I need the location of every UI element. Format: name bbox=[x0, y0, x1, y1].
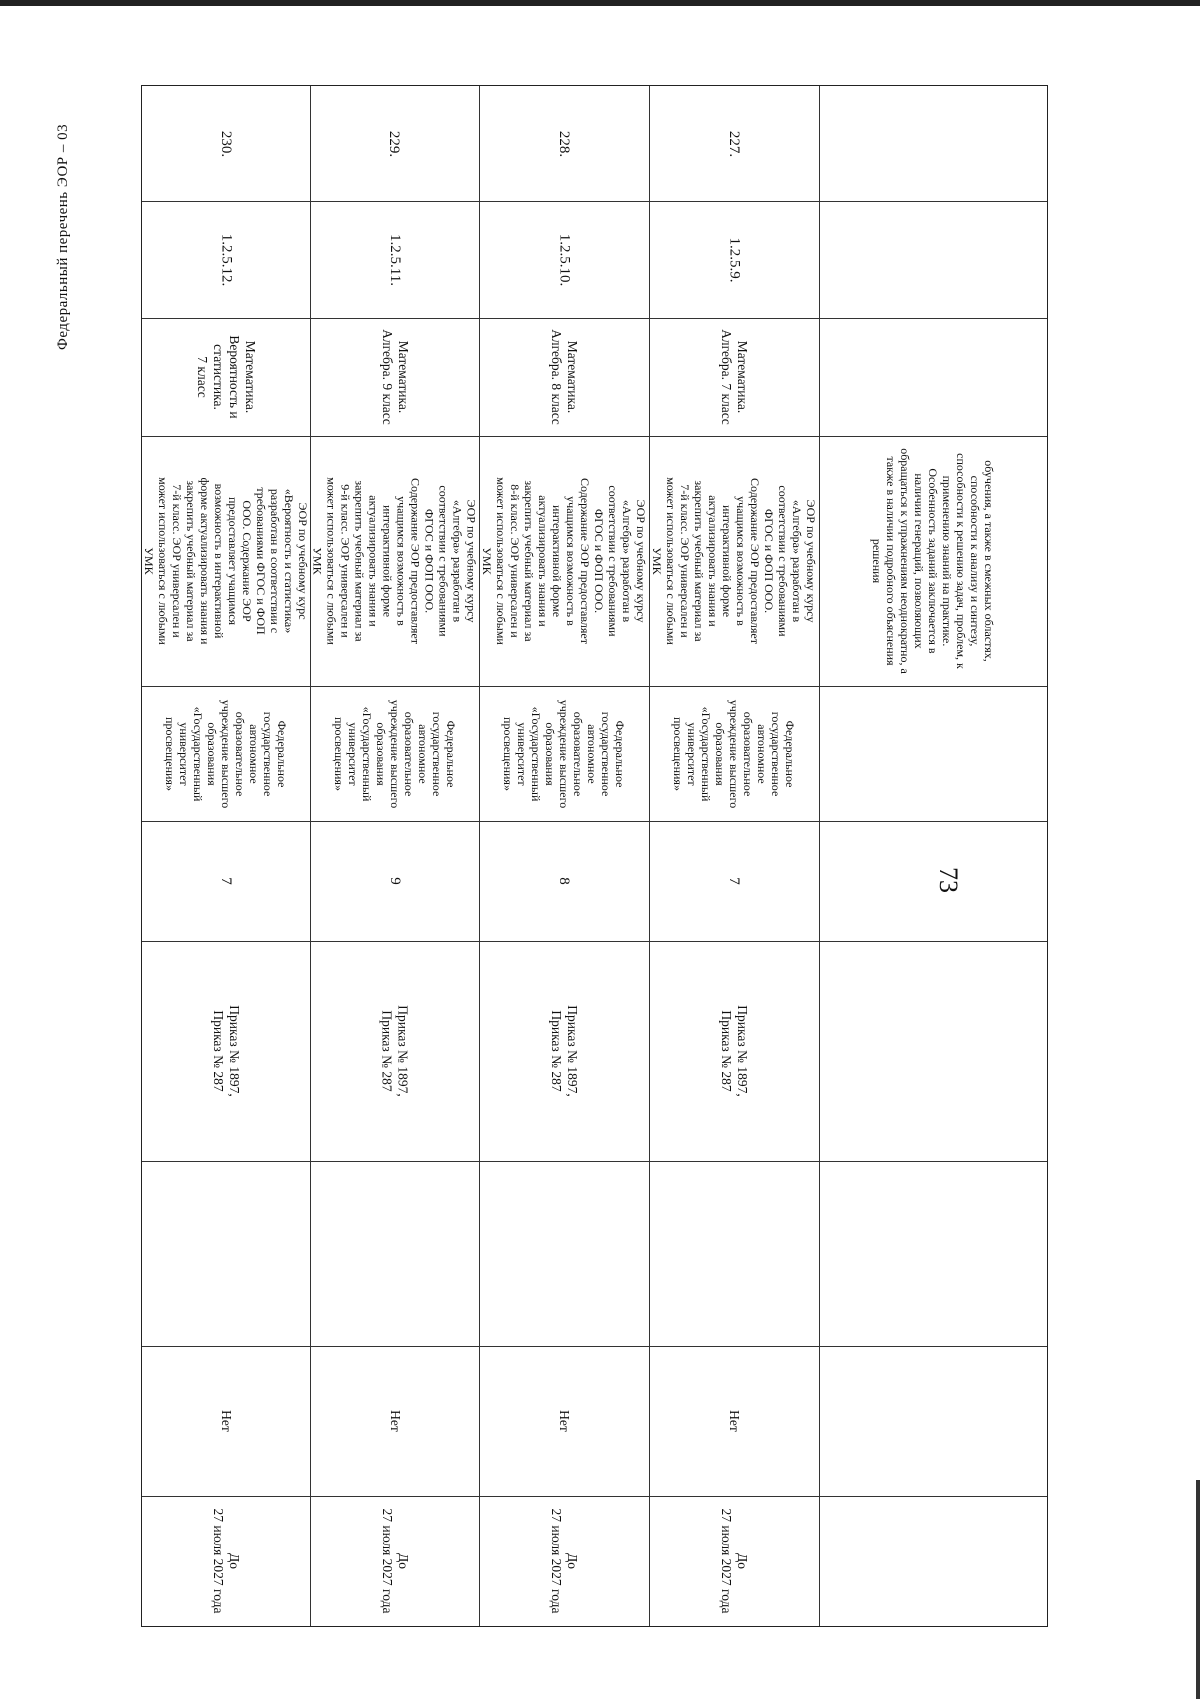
row-until: До 27 июля 2027 года bbox=[719, 1508, 750, 1614]
row-code: 1.2.5.12. bbox=[218, 233, 234, 286]
row-organization: Федеральное государственное автономное образовательное учреждение высшего образования «Государственный университет просвещения» bbox=[163, 699, 289, 808]
row-divider bbox=[819, 86, 820, 1626]
row-until: До 27 июля 2027 года bbox=[379, 1508, 411, 1614]
row-title: Математика. Вероятность и статистика. 7 класс bbox=[195, 335, 258, 419]
continuation-text: обучения, а также в смежных областях, способности к анализу и синтезу, способности к решению задач, проблем, к применению знаний на практике. Особенность заданий заключается в наличии генераций, позволяющих обращаться к упражнениям неоднократно, а также в наличии подробного объяснения решения bbox=[870, 448, 996, 674]
row-status: Нет bbox=[387, 1410, 403, 1432]
row-order: Приказ № 1897, Приказ № 287 bbox=[549, 1005, 580, 1097]
row-extra bbox=[142, 1161, 310, 1346]
row-number: 229. bbox=[386, 130, 403, 157]
row-grade: 7 bbox=[218, 877, 234, 885]
row-description: ЭОР по учебному курсу «Алгебра» разработан в соответствии с требованиями ФГОС и ФОП ООО. Содержание ЭОР предоставляет учащимся возможность в интерактивной форме актуализировать знания и закрепить учебный материал за 8-й класс. ЭОР универсален и может использоваться с любыми УМК bbox=[480, 477, 648, 645]
row-status: Нет bbox=[219, 1410, 234, 1432]
document-footer: Федеральный перечень ЭОР – 03 bbox=[55, 123, 71, 350]
row-order: Приказ № 1897, Приказ № 287 bbox=[211, 1005, 242, 1097]
row-title: Математика. Алгебра. 8 класс bbox=[549, 329, 580, 425]
row-extra bbox=[649, 1161, 819, 1346]
scan-right-edge bbox=[1196, 1480, 1200, 1699]
row-code: 1.2.5.9. bbox=[726, 237, 742, 282]
row-grade: 8 bbox=[556, 877, 572, 885]
row-description: ЭОР по учебному курс «Вероятность и статистика» разработан в соответствии с требованиями ФГОС и ФОП ООО. Содержание ЭОР предоставляет учащимся возможность в интерактивной форме актуализировать знания и закрепить учебный материал за 7-й класс. ЭОР универсален и может использоваться с любыми УМК bbox=[142, 477, 310, 645]
row-extra bbox=[310, 1161, 479, 1346]
row-number: 227. bbox=[726, 130, 742, 157]
row-grade: 7 bbox=[726, 877, 742, 885]
row-organization: Федеральное государственное автономное образовательное учреждение высшего образования «Государственный университет просвещения» bbox=[331, 699, 458, 808]
row-title: Математика. Алгебра. 9 класс bbox=[379, 329, 411, 425]
scan-top-edge bbox=[0, 0, 1200, 6]
row-code: 1.2.5.11. bbox=[386, 233, 403, 286]
row-number: 228. bbox=[556, 130, 572, 157]
resource-table bbox=[141, 85, 1048, 1627]
row-organization: Федеральное государственное автономное образовательное учреждение высшего образования «Государственный университет просвещения» bbox=[501, 699, 627, 808]
row-order: Приказ № 1897, Приказ № 287 bbox=[379, 1005, 411, 1097]
row-until: До 27 июля 2027 года bbox=[211, 1508, 242, 1614]
page-number: 73 bbox=[934, 867, 963, 893]
row-number: 230. bbox=[218, 130, 234, 157]
row-grade: 9 bbox=[386, 877, 403, 885]
row-status: Нет bbox=[557, 1410, 572, 1432]
continuation-cell bbox=[819, 436, 1047, 686]
row-description: ЭОР по учебному курсу «Алгебра» разработан в соответствии с требованиями ФГОС и ФОП ООО. Содержание ЭОР предоставляет учащимся возможность в интерактивной форме актуализировать знания и закрепить учебный материал за 7-й класс. ЭОР универсален и может использоваться с любыми УМК bbox=[650, 477, 818, 645]
row-until: До 27 июля 2027 года bbox=[549, 1508, 580, 1614]
row-status: Нет bbox=[727, 1410, 742, 1432]
row-description: ЭОР по учебному курсу «Алгебра» разработан в соответствии с требованиями ФГОС и ФОП ООО. Содержание ЭОР предоставляет учащимся возможность в интерактивной форме актуализировать знания и закрепить учебный материал за 9-й класс. ЭОР универсален и может использоваться с любыми УМК bbox=[310, 477, 479, 645]
row-order: Приказ № 1897, Приказ № 287 bbox=[719, 1005, 750, 1097]
row-code: 1.2.5.10. bbox=[556, 233, 572, 286]
row-title: Математика. Алгебра. 7 класс bbox=[719, 329, 750, 425]
row-extra bbox=[479, 1161, 649, 1346]
row-organization: Федеральное государственное автономное образовательное учреждение высшего образования «Государственный университет просвещения» bbox=[671, 699, 797, 808]
